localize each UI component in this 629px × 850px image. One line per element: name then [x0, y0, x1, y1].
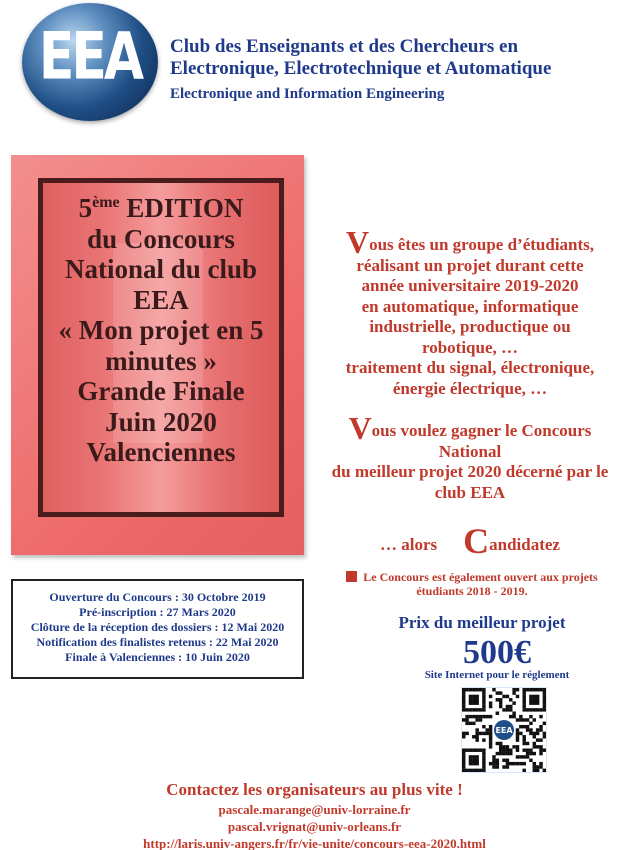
pitch-line: industrielle, productique ou [369, 317, 571, 336]
date-line: Ouverture du Concours : 30 Octobre 2019 [49, 590, 266, 604]
call-to-action [312, 520, 628, 562]
note-line-1 [322, 570, 622, 584]
date-line: Pré-inscription : 27 Mars 2020 [79, 605, 236, 619]
poster-panel [43, 183, 279, 512]
cta-prefix: … alors [380, 535, 438, 554]
pitch-line: ous êtes un groupe d’étudiants, [369, 235, 595, 254]
rules-site-label: Site Internet pour le réglement [424, 669, 570, 681]
edition-word: EDITION [126, 193, 244, 223]
poster-line: « Mon projet en 5 [58, 315, 264, 345]
poster-line: du Concours [87, 223, 235, 254]
pitch-line: robotique, … [421, 337, 519, 357]
pitch-line: ous voulez gagner le Concours [371, 421, 592, 440]
cta-initial: C [463, 521, 490, 561]
eea-logo [22, 3, 158, 121]
qr-center-text: EEA [495, 726, 513, 735]
pitch-line: National [438, 441, 502, 461]
eligibility-note [322, 570, 622, 598]
logo-text: EEA [38, 19, 142, 95]
date-line: Clôture de la réception des dossiers : 12 Mai 2020 [30, 620, 285, 634]
pitch-paragraph-1 [312, 224, 628, 399]
key-dates-box [11, 579, 304, 679]
club-title-line1: Club des Enseignants et des Chercheurs en [170, 36, 519, 57]
pitch-line: énergie électrique, … [392, 378, 548, 398]
pitch-line: réalisant un projet durant cette [356, 255, 584, 275]
pitch-line: année universitaire 2019-2020 [361, 276, 579, 295]
club-subtitle: Electronique and Information Engineering [170, 86, 445, 102]
club-title-line2: Electronique, Electrotechnique et Automatique [170, 58, 552, 79]
poster-frame [38, 178, 284, 517]
poster-line: EEA [133, 284, 189, 315]
poster-line: minutes » [105, 345, 217, 376]
poster-line: National du club [64, 254, 258, 284]
edition-line [43, 193, 279, 224]
square-bullet-icon [346, 571, 357, 582]
pitch-first-line [312, 224, 628, 260]
pitch-line: club EEA [434, 482, 506, 502]
pitch-line: du meilleur projet 2020 décerné par le [331, 462, 609, 481]
date-line: Finale à Valenciennes : 10 Juin 2020 [65, 650, 250, 664]
edition-number: 5 [78, 193, 93, 223]
contact-title: Contactez les organisateurs au plus vite ! [166, 780, 463, 799]
drop-initial: V [348, 410, 372, 446]
cta-rest: andidatez [489, 535, 560, 554]
pitch-line: en automatique, informatique [361, 296, 579, 316]
poster-line: Juin 2020 [105, 406, 217, 437]
poster-line: Grande Finale [77, 376, 245, 406]
note-text: Le Concours est également ouvert aux projets [363, 570, 598, 584]
poster-heading [43, 193, 279, 468]
qr-code[interactable] [461, 687, 547, 773]
pitch-first-line [312, 410, 628, 446]
pitch-paragraph-2 [312, 410, 628, 503]
edition-suffix: ème [92, 194, 120, 211]
poster-line: Valenciennes [86, 437, 236, 467]
contact-email-1[interactable]: pascale.marange@univ-lorraine.fr [218, 802, 411, 817]
date-line: Notification des finalistes retenus : 22 Mai 2020 [36, 635, 279, 649]
contact-email-2[interactable]: pascal.vrignat@univ-orleans.fr [227, 819, 402, 834]
edition-poster [11, 155, 304, 555]
prize-value: 500€ [463, 634, 531, 671]
prize-label: Prix du meilleur projet [398, 613, 566, 632]
note-line-2: étudiants 2018 - 2019. [416, 584, 528, 598]
pitch-line: traitement du signal, électronique, [345, 358, 595, 377]
qr-code-icon [462, 688, 546, 772]
drop-initial: V [345, 224, 370, 260]
contest-url-link[interactable]: http://laris.univ-angers.fr/fr/vie-unite/concours-eea-2020.html [143, 836, 486, 850]
